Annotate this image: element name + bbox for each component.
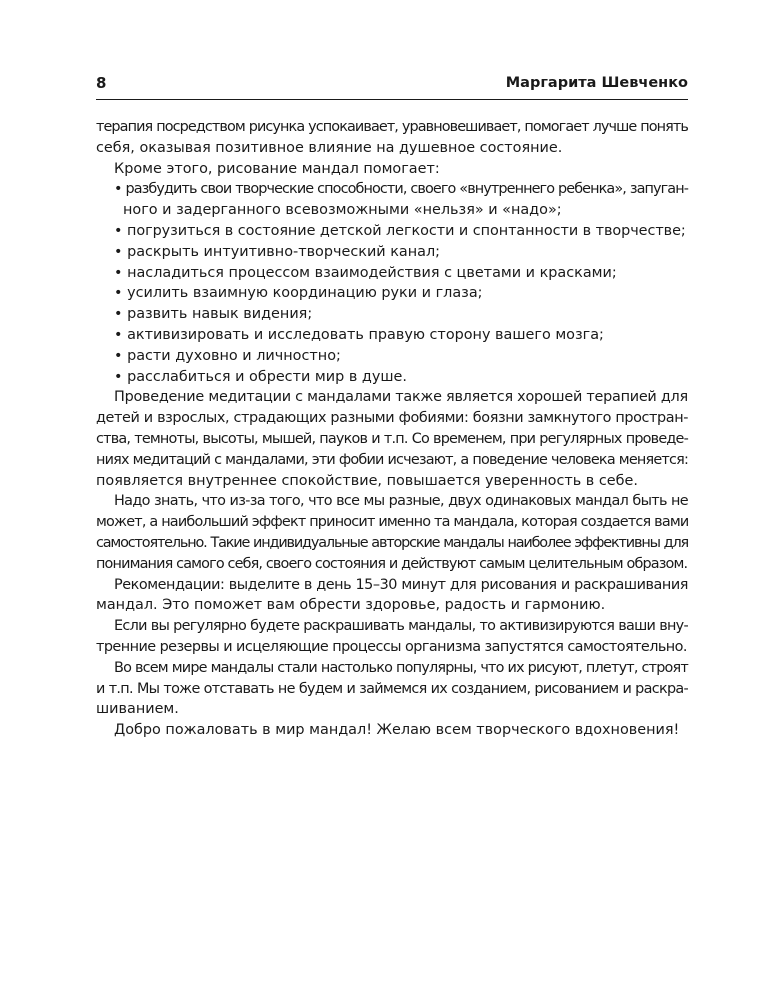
text-line: может, а наибольший эффект приносит именно та мандала, которая создается вами (96, 514, 689, 531)
running-header-author: Маргарита Шевченко (505, 75, 688, 91)
list-item (96, 346, 688, 367)
list-item (96, 179, 688, 221)
paragraph (96, 616, 688, 658)
text-line: мандал. Это поможет вам обрести здоровье, радость и гармонию. (96, 597, 606, 614)
running-header (96, 73, 688, 93)
text-line: ства, темноты, высоты, мышей, пауков и т.п. Со временем, при регулярных проведе- (96, 430, 688, 447)
text-line: детей и взрослых, страдающих разными фобиями: боязни замкнутого простран- (96, 410, 688, 427)
list-item (96, 304, 688, 325)
text-line: тренние резервы и исцеляющие процессы организма запустятся самостоятельно. (96, 638, 687, 655)
text-line: • усилить взаимную координацию руки и глаза; (114, 285, 483, 302)
body-text (96, 117, 688, 741)
text-line: Во всем мире мандалы стали настолько популярны, что их рисуют, плетут, строят (114, 659, 688, 676)
text-line: Добро пожаловать в мир мандал! Желаю всем творческого вдохновения! (114, 722, 680, 739)
paragraph (96, 491, 688, 574)
text-line: понимания самого себя, своего состояния и действуют самым целительным образом. (96, 555, 688, 572)
paragraph (96, 658, 688, 720)
paragraph (96, 159, 688, 180)
text-line: Надо знать, что из-за того, что все мы разные, двух одинаковых мандал быть не (114, 493, 688, 510)
text-line: появляется внутреннее спокойствие, повышается уверенность в себе. (96, 472, 638, 489)
header-rule (96, 99, 688, 100)
text-line: себя, оказывая позитивное влияние на душевное состояние. (96, 139, 563, 156)
list-item (96, 263, 688, 284)
text-line: Если вы регулярно будете раскрашивать мандалы, то активизируются ваши вну- (114, 618, 688, 635)
list-item (96, 367, 688, 388)
text-line: и т.п. Мы тоже отставать не будем и займемся их созданием, рисованием и раскра- (96, 680, 688, 697)
bullet-list (96, 179, 688, 387)
text-line: • раскрыть интуитивно-творческий канал; (114, 243, 441, 260)
text-line: • погрузиться в состояние детской легкости и спонтанности в творчестве; (114, 222, 686, 239)
paragraph (96, 720, 688, 741)
text-line: самостоятельно. Такие индивидуальные авторские мандалы наиболее эффективны для (96, 534, 688, 551)
text-line: • активизировать и исследовать правую сторону вашего мозга; (114, 326, 604, 343)
text-line: шиванием. (96, 701, 179, 718)
paragraph (96, 387, 688, 491)
text-line: Проведение медитации с мандалами также является хорошей терапией для (114, 389, 688, 406)
list-item (96, 242, 688, 263)
text-line: • расти духовно и личностно; (114, 347, 341, 364)
text-line: Кроме этого, рисование мандал помогает: (114, 160, 440, 177)
text-line: Рекомендации: выделите в день 15–30 минут для рисования и раскрашивания (114, 576, 688, 593)
text-line: • насладиться процессом взаимодействия с цветами и красками; (114, 264, 617, 281)
text-line: терапия посредством рисунка успокаивает, уравновешивает, помогает лучше понять (96, 119, 688, 135)
text-line: ного и задерганного всевозможными «нельзя» и «надо»; (123, 202, 562, 219)
list-item (96, 325, 688, 346)
list-item (96, 283, 688, 304)
text-line: • разбудить свои творческие способности, своего «внутреннего ребенка», запуган- (114, 181, 688, 198)
page-number: 8 (96, 74, 107, 92)
text-line: • расслабиться и обрести мир в душе. (114, 368, 407, 385)
text-line: • развить навык видения; (114, 306, 313, 323)
text-line: ниях медитаций с мандалами, эти фобии исчезают, а поведение человека меняется: (96, 451, 688, 468)
paragraph (96, 575, 688, 617)
list-item (96, 221, 688, 242)
paragraph (96, 117, 688, 159)
